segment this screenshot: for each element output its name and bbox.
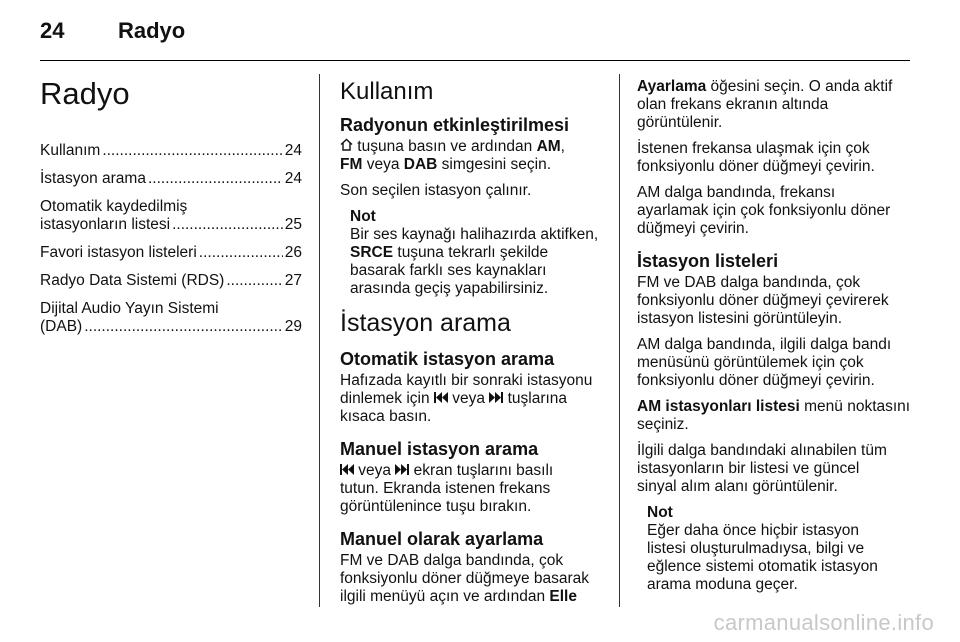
note-heading: Not	[647, 504, 673, 521]
toc-leader	[172, 216, 283, 234]
paragraph: Son seçilen istasyon çalınır.	[340, 182, 532, 199]
header-rule	[40, 60, 910, 61]
subsection-heading: Manuel olarak ayarlama	[340, 529, 544, 549]
toc-label: İstasyon arama	[40, 170, 146, 187]
previous-track-icon	[434, 390, 448, 408]
toc-label: Radyo Data Sistemi (RDS)	[40, 272, 225, 289]
page-header	[40, 18, 186, 44]
column-divider	[319, 74, 320, 607]
paragraph: AM istasyonları listesi menü noktasını seçiniz.	[637, 398, 911, 433]
toc-label-line1: Otomatik kaydedilmiş	[40, 198, 188, 215]
paragraph: Hafızada kayıtlı bir sonraki istasyonu dinlemek için veya tuşlarına kısaca basın.	[340, 372, 593, 425]
paragraph: FM ve DAB dalga bandında, çok fonksiyonlu döner düğmeye basarak ilgili menüyü açın ve ardından Elle	[340, 552, 590, 605]
toc-label-line2: (DAB)	[40, 318, 83, 335]
toc-page: 26	[284, 244, 302, 261]
toc-entry[interactable]	[40, 170, 302, 188]
toc-leader	[199, 244, 283, 262]
home-icon	[340, 138, 353, 156]
toc-page: 24	[284, 142, 302, 159]
toc-leader	[148, 170, 283, 188]
paragraph: tuşuna basın ve ardından AM, FM veya DAB simgesini seçin.	[340, 138, 565, 173]
toc-label-line1: Dijital Audio Yayın Sistemi	[40, 300, 219, 317]
toc-page: 24	[284, 170, 302, 187]
paragraph: AM dalga bandında, ilgili dalga bandı menüsünü görüntülemek için çok fonksiyonlu döner düğmeyi çevirin.	[637, 336, 892, 389]
toc-entry[interactable]	[40, 142, 302, 160]
note-box: Not Bir ses kaynağı halihazırda aktifken, SRCE tuşuna tekrarlı şekilde basarak farklı ses kaynakları arasında geçiş yapabilirsiniz.	[350, 208, 610, 298]
subsection-heading: İstasyon listeleri	[637, 251, 779, 271]
toc-label: Kullanım	[40, 142, 101, 159]
next-track-icon	[395, 462, 409, 480]
toc-leader	[226, 272, 282, 290]
toc-page: 29	[284, 318, 302, 335]
toc-page: 27	[284, 272, 302, 289]
toc-entry[interactable]	[40, 272, 302, 290]
paragraph: Ayarlama öğesini seçin. O anda aktif olan frekans ekranın altında görüntülenir.	[637, 78, 893, 131]
header-title: Radyo	[118, 18, 186, 43]
paragraph: veya ekran tuşlarını basılı tutun. Ekranda istenen frekans görüntülenince tuşu bırakın.	[340, 462, 554, 515]
toc-label: Favori istasyon listeleri	[40, 244, 197, 261]
toc-entry[interactable]	[40, 244, 302, 262]
subsection-heading: Otomatik istasyon arama	[340, 349, 555, 369]
toc-entry[interactable]	[40, 198, 302, 234]
toc-label-line2: istasyonların listesi	[40, 216, 171, 233]
section-heading: İstasyon arama	[340, 309, 511, 337]
toc-entry[interactable]	[40, 300, 302, 336]
page-number: 24	[40, 18, 65, 43]
previous-track-icon	[340, 462, 354, 480]
subsection-heading: Radyonun etkinleştirilmesi	[340, 115, 570, 135]
paragraph: FM ve DAB dalga bandında, çok fonksiyonlu döner düğmeyi çevirerek istasyon listesini görüntüleyin.	[637, 274, 889, 327]
toc-leader	[84, 318, 283, 336]
watermark: carmanualsonline.info	[713, 610, 934, 635]
subsection-heading: Manuel istasyon arama	[340, 439, 539, 459]
paragraph: AM dalga bandında, frekansı ayarlamak için çok fonksiyonlu döner düğmeyi çevirin.	[637, 184, 891, 237]
content-column-3	[637, 78, 917, 602]
note-box: Not Eğer daha önce hiçbir istasyon listesi oluşturulmadıysa, bilgi ve eğlence sistemi otomatik istasyon arama moduna geçer.	[647, 504, 917, 594]
toc-leader	[102, 142, 282, 160]
chapter-title: Radyo	[40, 76, 130, 111]
note-heading: Not	[350, 208, 376, 225]
paragraph: İlgili dalga bandındaki alınabilen tüm istasyonların bir listesi ve güncel sinyal alım alanı görüntülenir.	[637, 442, 887, 495]
column-divider	[619, 74, 620, 607]
toc-column	[40, 72, 302, 346]
content-column-2	[340, 72, 610, 614]
next-track-icon	[489, 390, 503, 408]
toc-page: 25	[284, 216, 302, 233]
section-heading: Kullanım	[340, 78, 434, 105]
paragraph: İstenen frekansa ulaşmak için çok fonksiyonlu döner düğmeyi çevirin.	[637, 140, 875, 175]
